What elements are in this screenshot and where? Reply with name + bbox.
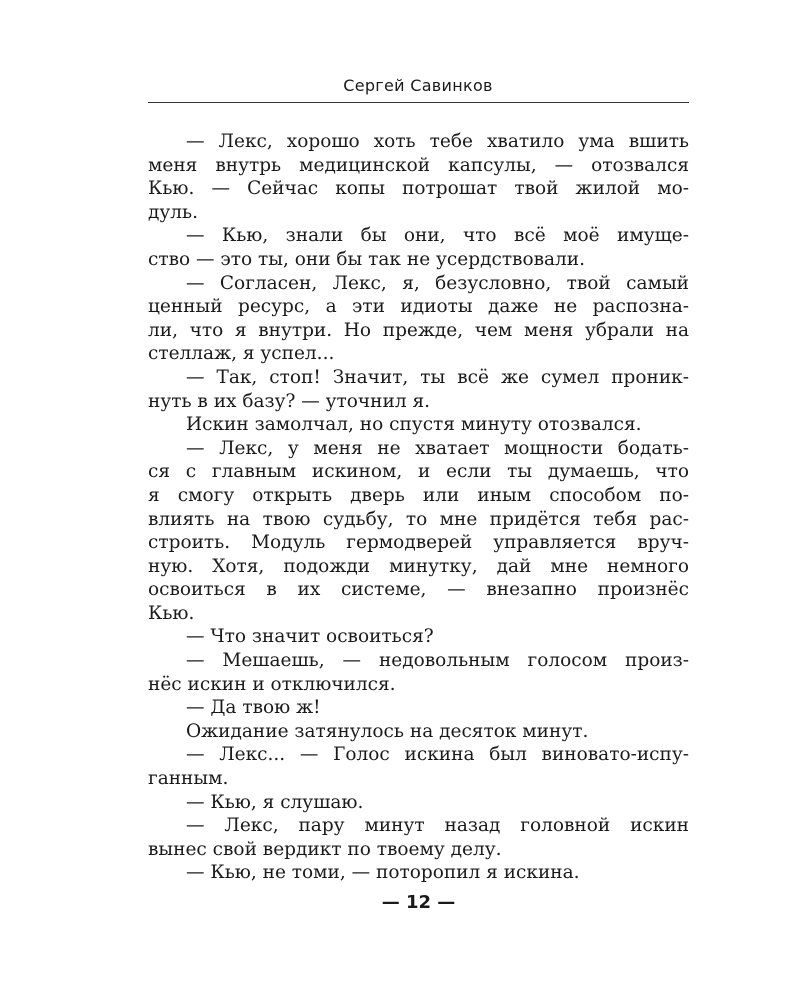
text-line: ство — это ты, они бы так не усердствовали.	[148, 248, 586, 270]
text-line: — Лекс, пару минут назад головной искин	[186, 815, 689, 837]
text-line: влиять на твою судьбу, то мне придётся тебя рас-	[148, 508, 689, 530]
text-line: ганным.	[148, 768, 229, 790]
text-line: — Лекс, хорошо хоть тебе хватило ума вшить	[186, 131, 689, 152]
body-text	[148, 130, 689, 885]
running-header-author: Сергей Савинков	[343, 76, 493, 95]
text-line: — Мешаешь, — недовольным голосом произ-	[186, 650, 689, 672]
text-line: — Кью, не томи, — поторопил я искина.	[186, 862, 580, 884]
text-line: — Что значит освоиться?	[186, 626, 434, 648]
text-line: Кью.	[148, 602, 195, 624]
text-line: Ожидание затянулось на десяток минут.	[186, 720, 589, 742]
header-rule	[148, 102, 689, 103]
page-number: — 12 —	[381, 892, 456, 913]
text-line: — Лекс, у меня не хватает мощности бодать-	[186, 437, 689, 459]
text-line: стеллаж, я успел...	[148, 343, 335, 365]
text-line: ценный ресурс, а эти идиоты даже не распозна-	[148, 296, 689, 318]
text-line: нёс искин и отключился.	[148, 673, 396, 695]
text-line: ся с главным искином, и если ты думаешь, что	[148, 461, 689, 483]
text-line: ную. Хотя, подожди минутку, дай мне немного	[148, 555, 689, 577]
text-line: я смогу открыть дверь или иным способом по-	[148, 484, 689, 506]
text-line: вынес свой вердикт по твоему делу.	[148, 838, 502, 860]
text-line: меня внутрь медицинской капсулы, — отозвался	[148, 154, 689, 176]
text-line: — Кью, я слушаю.	[186, 791, 364, 813]
text-line: — Так, стоп! Значит, ты всё же сумел проник-	[186, 366, 689, 388]
text-line: нуть в их базу? — уточнил я.	[148, 390, 430, 412]
text-line: ли, что я внутри. Но прежде, чем меня убрали на	[148, 319, 689, 341]
text-line: освоиться в их системе, — внезапно произнёс	[148, 579, 689, 601]
text-line: — Да твою ж!	[186, 697, 321, 719]
text-line: Кью. — Сейчас копы потрошат твой жилой мо-	[148, 178, 689, 200]
text-line: дуль.	[148, 201, 198, 223]
text-line: — Лекс... — Голос искина был виновато-испу-	[186, 744, 689, 766]
text-line: Искин замолчал, но спустя минуту отозвался.	[186, 414, 642, 436]
text-line: строить. Модуль гермодверей управляется вруч-	[148, 532, 689, 554]
text-line: — Согласен, Лекс, я, безусловно, твой самый	[186, 272, 689, 294]
text-line: — Кью, знали бы они, что всё моё имуще-	[186, 225, 689, 247]
